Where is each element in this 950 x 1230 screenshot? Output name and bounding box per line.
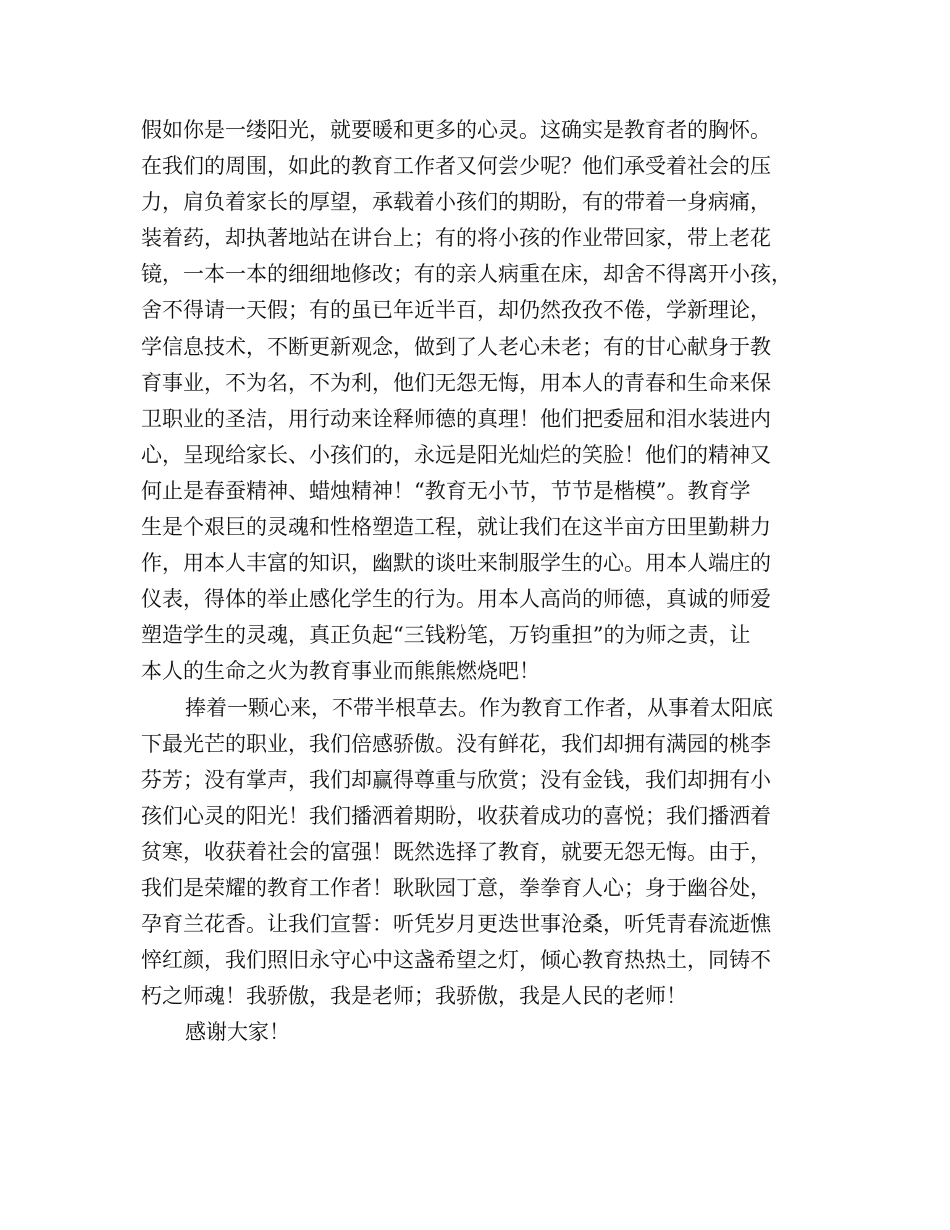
paragraph-1 xyxy=(141,112,821,690)
text-line: 悴红颜，我们照旧永守心中这盏希望之灯，倾心教育热热土，同铸不 xyxy=(141,948,771,973)
text-line: 力，肩负着家长的厚望，承载着小孩们的期盼，有的带着一身病痛， xyxy=(141,190,771,215)
text-line: 在我们的周围，如此的教育工作者又何尝少呢？他们承受着社会的压 xyxy=(141,154,771,179)
text-line: 舍不得请一天假；有的虽已年近半百，却仍然孜孜不倦，学新理论， xyxy=(141,298,771,323)
text-line: 卫职业的圣洁，用行动来诠释师德的真理！他们把委屈和泪水装进内 xyxy=(141,406,771,431)
text-line: 孩们心灵的阳光！我们播洒着期盼，收获着成功的喜悦；我们播洒着 xyxy=(141,803,771,828)
text-line: 何止是春蚕精神、蜡烛精神！“教育无小节，节节是楷模”。教育学 xyxy=(141,478,751,503)
text-line: 塑造学生的灵魂，真正负起“三钱粉笔，万钧重担”的为师之责，让 xyxy=(141,623,751,648)
text-line: 育事业，不为名，不为利，他们无怨无悔，用本人的青春和生命来保 xyxy=(141,370,771,395)
closing-line: 感谢大家！ xyxy=(185,1020,290,1045)
text-line: 假如你是一缕阳光，就要暖和更多的心灵。这确实是教育者的胸怀。 xyxy=(141,118,771,142)
text-line: 学信息技术，不断更新观念，做到了人老心未老；有的甘心献身于教 xyxy=(141,334,771,359)
paragraph-2 xyxy=(141,690,821,1015)
text-line: 仪表，得体的举止感化学生的行为。用本人高尚的师德，真诚的师爱 xyxy=(141,587,771,612)
text-line: 作，用本人丰富的知识，幽默的谈吐来制服学生的心。用本人端庄的 xyxy=(141,551,771,576)
text-line: 贫寒，收获着社会的富强！既然选择了教育，就要无怨无悔。由于， xyxy=(141,839,771,864)
document-body xyxy=(141,112,821,1050)
text-line: 下最光芒的职业，我们倍感骄傲。没有鲜花，我们却拥有满园的桃李 xyxy=(141,731,771,756)
text-line: 心，呈现给家长、小孩们的，永远是阳光灿烂的笑脸！他们的精神又 xyxy=(141,442,771,467)
paragraph-3 xyxy=(141,1014,821,1050)
text-line: 本人的生命之火为教育事业而熊熊燃烧吧！ xyxy=(141,659,540,684)
text-line: 生是个艰巨的灵魂和性格塑造工程，就让我们在这半亩方田里勤耕力 xyxy=(141,515,771,540)
text-line: 朽之师魂！我骄傲，我是老师；我骄傲，我是人民的老师！ xyxy=(141,984,687,1009)
text-line: 装着药，却执著地站在讲台上；有的将小孩的作业带回家，带上老花 xyxy=(141,226,771,251)
text-line: 孕育兰花香。让我们宣誓：听凭岁月更迭世事沧桑，听凭青春流逝憔 xyxy=(141,912,771,937)
text-line: 镜，一本一本的细细地修改；有的亲人病重在床，却舍不得离开小孩， xyxy=(141,262,792,287)
text-line: 芬芳；没有掌声，我们却赢得尊重与欣赏；没有金钱，我们却拥有小 xyxy=(141,767,771,792)
text-line: 我们是荣耀的教育工作者！耿耿园丁意，拳拳育人心；身于幽谷处， xyxy=(141,875,771,900)
text-line: 捧着一颗心来，不带半根草去。作为教育工作者，从事着太阳底 xyxy=(185,695,773,720)
